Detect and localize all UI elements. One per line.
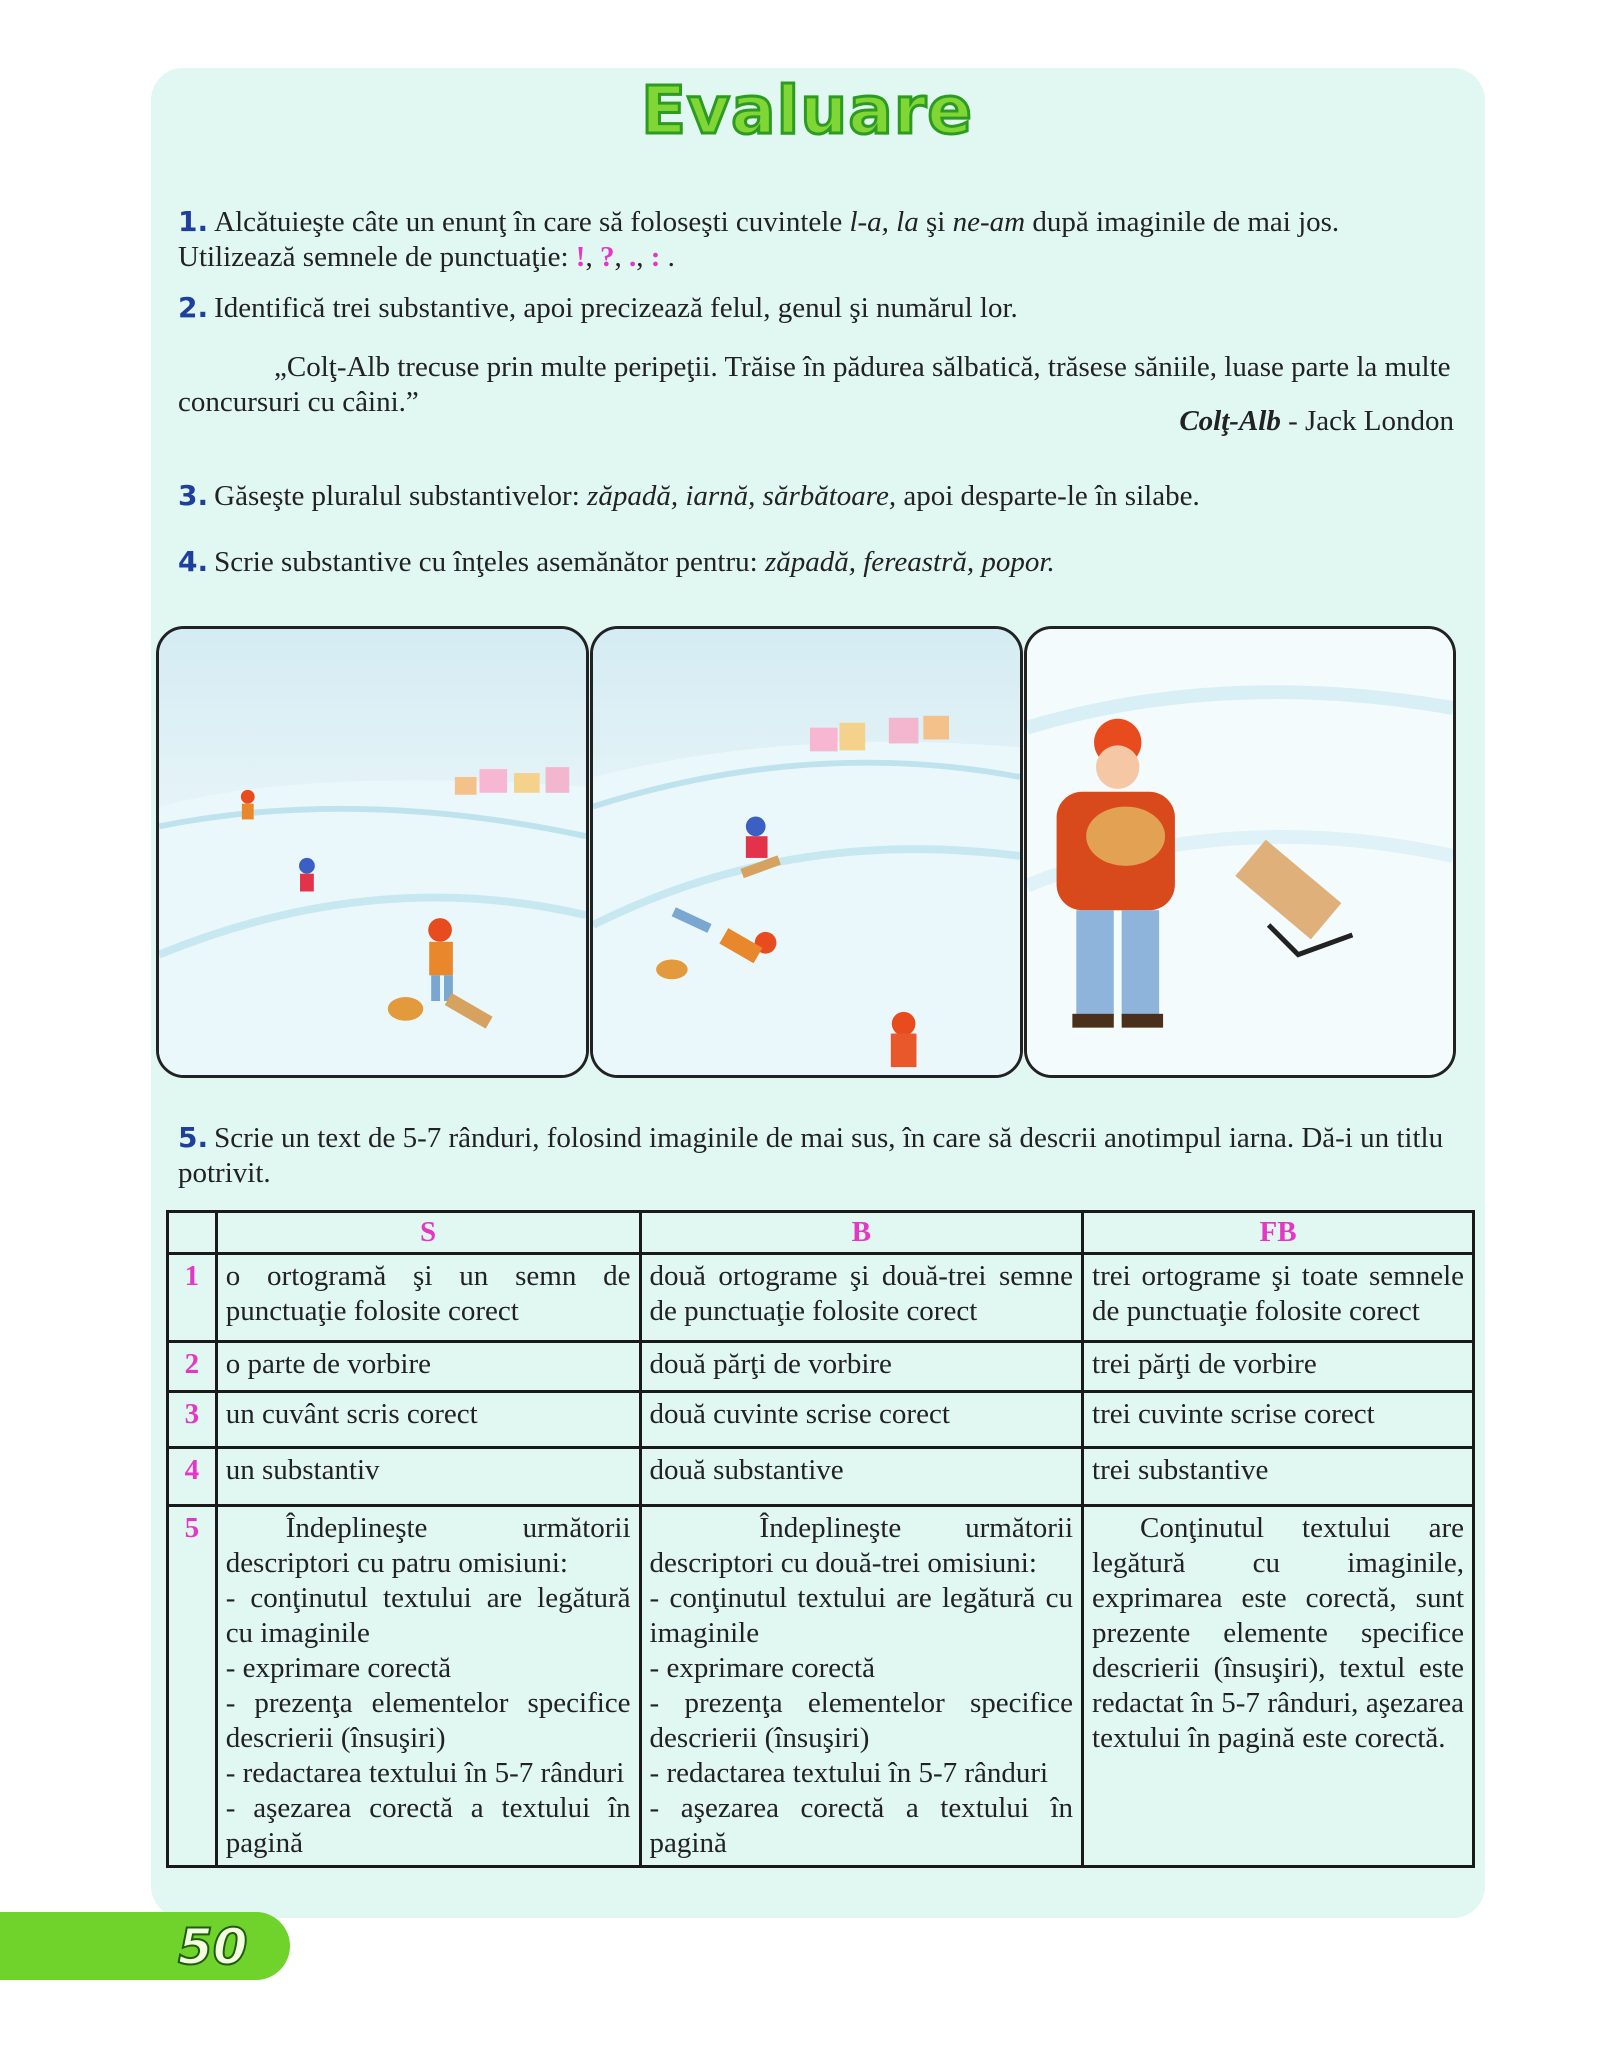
cell-b: două substantive	[640, 1448, 1083, 1506]
punctuation-mark: :	[650, 241, 661, 273]
assessment-rubric-table	[166, 1210, 1475, 1868]
row-number: 4	[168, 1448, 217, 1506]
table-row	[168, 1254, 1474, 1342]
table-header-corner	[168, 1212, 217, 1254]
exercise-1: 1. Alcătuieşte câte un enunţ în care să foloseşti cuvintele l-a, la şi ne-am după imaginile de mai jos. Utilizează semnele de punctuaţie: !, ?, ., : .	[178, 205, 1340, 273]
cell-fb: Conţinutul textului are legătură cu imaginile, exprimarea este corectă, sunt prezente elemente specifice descrierii (însuşiri), textul este redactat în 5-7 rânduri, aşezarea textului în pagină este corectă.	[1083, 1506, 1474, 1867]
exercise-4: 4. Scrie substantive cu înţeles asemănător pentru: zăpadă, fereastră, popor.	[178, 545, 1055, 578]
cell-fb: trei ortograme şi toate semnele de punctuaţie folosite corect	[1083, 1254, 1474, 1342]
cell-s: un substantiv	[216, 1448, 640, 1506]
exercise-number: 3.	[178, 479, 209, 512]
exercise-number: 4.	[178, 545, 209, 578]
table-row	[168, 1448, 1474, 1506]
page-number: 50	[178, 1918, 248, 1976]
cell-s: o parte de vorbire	[216, 1342, 640, 1392]
exercise-number: 2.	[178, 291, 209, 324]
row-number: 1	[168, 1254, 217, 1342]
table-row	[168, 1392, 1474, 1448]
row-number: 5	[168, 1506, 217, 1867]
row-number: 2	[168, 1342, 217, 1392]
table-row	[168, 1342, 1474, 1392]
table-header-s: S	[216, 1212, 640, 1254]
winter-illustration-2	[590, 626, 1023, 1078]
punctuation-mark: .	[628, 241, 637, 273]
quote: „Colţ-Alb trecuse prin multe peripeţii. Trăise în pădurea sălbatică, trăsese săniile, luase parte la multe concursuri cu câini.”	[178, 351, 1451, 418]
exercise-3: 3. Găseşte pluralul substantivelor: zăpadă, iarnă, sărbătoare, apoi desparte-le în silabe.	[178, 479, 1200, 512]
exercise-number: 5.	[178, 1121, 209, 1154]
cell-s: un cuvânt scris corect	[216, 1392, 640, 1448]
winter-illustration-3	[1024, 626, 1456, 1078]
table-header-row	[168, 1212, 1474, 1254]
table-header-fb: FB	[1083, 1212, 1474, 1254]
table-row	[168, 1506, 1474, 1867]
exercise-5: 5. Scrie un text de 5-7 rânduri, folosind imaginile de mai sus, în care să descrii anotimpul iarna. Dă-i un titlu potrivit.	[178, 1121, 1444, 1189]
illustrations	[156, 626, 1456, 1080]
cell-b: două cuvinte scrise corect	[640, 1392, 1083, 1448]
cell-s: Îndeplineşte următorii descriptori cu patru omisiuni: - conţinutul textului are legătură cu imaginile - exprimare corectă - prezenţa elementelor specifice descrierii (însuşiri) - redactarea textului în 5-7 rânduri - aşezarea corectă a textului în pagină	[216, 1506, 640, 1867]
page-number-tab	[0, 1912, 290, 1980]
winter-illustration-1	[156, 626, 589, 1078]
row-number: 3	[168, 1392, 217, 1448]
cell-b: două părţi de vorbire	[640, 1342, 1083, 1392]
cell-fb: trei substantive	[1083, 1448, 1474, 1506]
page-title: Evaluare	[640, 72, 974, 149]
punctuation-mark: ?	[599, 241, 615, 273]
cell-fb: trei părţi de vorbire	[1083, 1342, 1474, 1392]
cell-s: o ortogramă şi un semn de punctuaţie folosite corect	[216, 1254, 640, 1342]
table-header-b: B	[640, 1212, 1083, 1254]
quote-source: Colţ-Alb - Jack London	[1179, 405, 1454, 437]
exercise-number: 1.	[178, 205, 209, 238]
punctuation-mark: !	[575, 241, 586, 273]
cell-b: două ortograme şi două-trei semne de punctuaţie folosite corect	[640, 1254, 1083, 1342]
cell-b: Îndeplineşte următorii descriptori cu două-trei omisiuni: - conţinutul textului are legătură cu imaginile - exprimare corectă - prezenţa elementelor specifice descrierii (însuşiri) - redactarea textului în 5-7 rânduri - aşezarea corectă a textului în pagină	[640, 1506, 1083, 1867]
cell-fb: trei cuvinte scrise corect	[1083, 1392, 1474, 1448]
exercise-2: 2. Identifică trei substantive, apoi precizează felul, genul şi numărul lor.	[178, 291, 1018, 324]
